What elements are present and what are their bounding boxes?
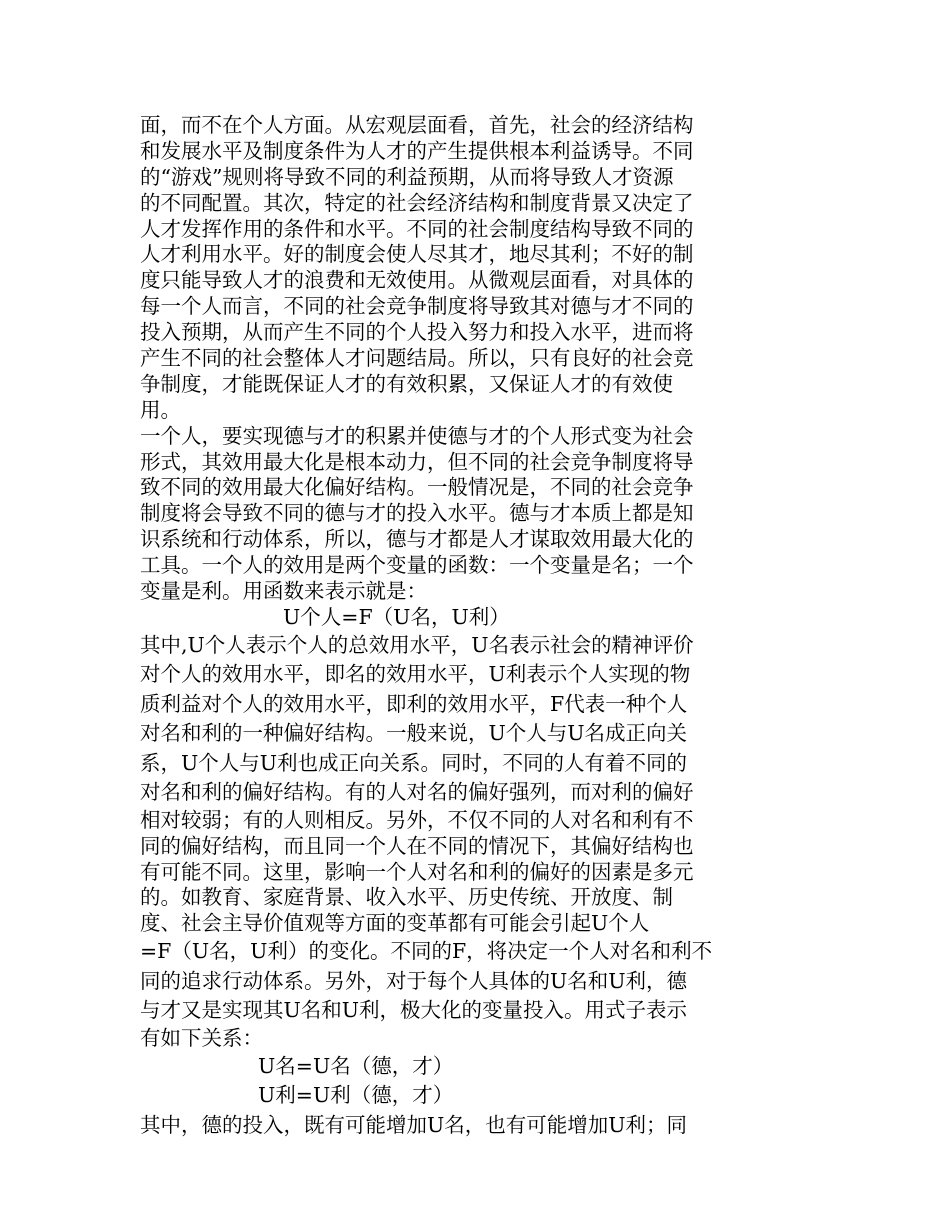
text-line: 人才发挥作用的条件和水平。不同的社会制度结构导致不同的 [140,216,694,241]
text-line: 识系统和行动体系，所以，德与才都是人才谋取效用最大化的 [140,527,694,552]
text-line: U个人=F（U名，U利） [283,604,510,629]
text-line: 与才又是实现其U名和U利，极大化的变量投入。用式子表示 [140,998,688,1023]
text-line: 相对较弱；有的人则相反。另外，不仅不同的人对名和利有不 [140,807,694,832]
text-line: 用。 [140,397,181,422]
text-line: 致不同的效用最大化偏好结构。一般情况是，不同的社会竞争 [140,475,694,500]
text-line: 对名和利的偏好结构。有的人对名的偏好强列，而对利的偏好 [140,780,694,805]
text-line: 其中，德的投入，既有可能增加U名，也有可能增加U利；同 [140,1112,688,1137]
text-line: 产生不同的社会整体人才问题结局。所以，只有良好的社会竞 [140,346,694,371]
text-line: 对名和利的一种偏好结构。一般来说，U个人与U名成正向关 [140,721,688,746]
text-line: 质利益对个人的效用水平，即利的效用水平，F代表一种个人 [140,691,688,716]
text-line: 同的偏好结构，而且同一个人在不同的情况下，其偏好结构也 [140,833,694,858]
text-line: 其中,U个人表示个人的总效用水平，U名表示社会的精神评价 [140,632,694,657]
text-line: 人才利用水平。好的制度会使人尽其才，地尽其利；不好的制 [140,242,694,267]
text-line: 度、社会主导价值观等方面的变革都有可能会引起U个人 [140,911,650,936]
text-line: 投入预期，从而产生不同的个人投入努力和投入水平，进而将 [140,320,694,345]
text-line: 争制度，才能既保证人才的有效积累，又保证人才的有效使 [140,371,673,396]
text-line: 面，而不在个人方面。从宏观层面看，首先，社会的经济结构 [140,113,694,137]
text-line: 制度将会导致不同的德与才的投入水平。德与才本质上都是知 [140,501,694,526]
text-line: 形式，其效用最大化是根本动力，但不同的社会竞争制度将导 [140,449,694,474]
text-line: 工具。一个人的效用是两个变量的函数：一个变量是名；一个 [140,553,694,578]
text-line: =F（U名，U利）的变化。不同的F，将决定一个人对名和利不 [140,939,713,964]
text-line: 有可能不同。这里，影响一个人对名和利的偏好的因素是多元 [140,859,694,884]
text-line: 度只能导致人才的浪费和无效使用。从微观层面看，对具体的 [140,268,694,293]
text-line: 的不同配置。其次，特定的社会经济结构和制度背景又决定了 [140,190,694,215]
text-line: 对个人的效用水平，即名的效用水平，U利表示个人实现的物 [140,662,691,687]
text-line: 每一个人而言，不同的社会竞争制度将导致其对德与才不同的 [140,294,694,319]
text-line: 一个人，要实现德与才的积累并使德与才的个人形式变为社会 [140,423,694,448]
text-line: 的“游戏”规则将导致不同的利益预期，从而将导致人才资源 [140,164,674,189]
text-line: 变量是利。用函数来表示就是： [140,579,427,604]
text-line: 和发展水平及制度条件为人才的产生提供根本利益诱导。不同 [140,138,694,163]
text-line: U名=U名（德，才） [258,1053,454,1078]
text-line: U利=U利（德，才） [258,1083,454,1108]
text-line: 同的追求行动体系。另外，对于每个人具体的U名和U利，德 [140,968,688,993]
text-line: 有如下关系： [140,1025,263,1050]
text-line: 系，U个人与U利也成正向关系。同时，不同的人有着不同的 [140,750,688,775]
text-line: 的。如教育、家庭背景、收入水平、历史传统、开放度、制 [140,885,673,910]
body-text [140,113,745,1140]
